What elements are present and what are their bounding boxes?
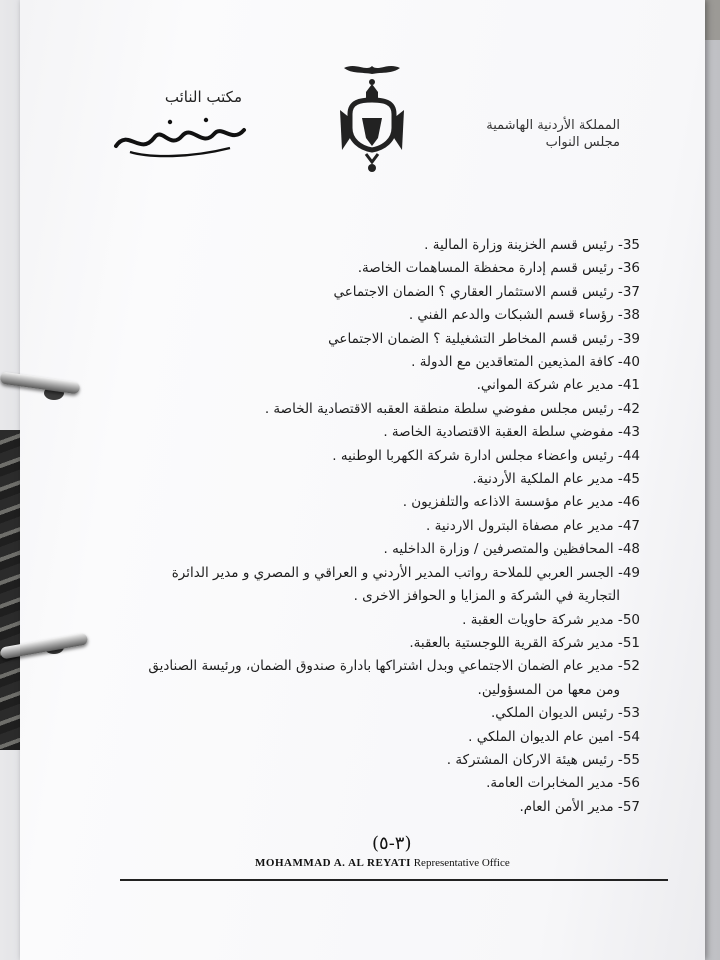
list-item-continuation: التجارية في الشركة و المزايا و الحوافز الاخرى . <box>353 588 620 605</box>
footer-suffix: Representative Office <box>413 857 510 869</box>
list-item: 36- رئيس قسم إدارة محفظة المساهمات الخاصة. <box>357 260 640 277</box>
list-item: 48- المحافظين والمتصرفين / وزارة الداخليه . <box>383 541 640 558</box>
list-item: 51- مدير شركة القرية اللوجستية بالعقبة. <box>409 634 640 651</box>
institution-block <box>470 118 620 150</box>
list-item-continuation: ومن معها من المسؤولين. <box>477 681 620 698</box>
list-item: 44- رئيس واعضاء مجلس ادارة شركة الكهربا الوطنيه . <box>332 447 640 464</box>
footer-rule <box>120 879 668 881</box>
list-item: 39- رئيس قسم المخاطر التشغيلية ؟ الضمان الاجتماعي <box>328 330 640 347</box>
list-item: 57- مدير الأمن العام. <box>519 798 640 815</box>
list-item: 35- رئيس قسم الخزينة وزارة المالية . <box>424 237 640 253</box>
council-name: مجلس النواب <box>545 135 620 150</box>
office-label: مكتب النائب <box>164 88 242 106</box>
footer-office <box>255 857 555 869</box>
list-item: 46- مدير عام مؤسسة الاذاعه والتلفزيون . <box>402 494 640 511</box>
list-item: 49- الجسر العربي للملاحة رواتب المدير الأردني و العراقي و المصري و مدير الدائرة <box>171 564 640 581</box>
list-item: 56- مدير المخابرات العامة. <box>486 775 640 792</box>
list-item: 50- مدير شركة حاويات العقبة . <box>462 611 640 628</box>
list-item: 41- مدير عام شركة المواني. <box>476 377 640 394</box>
list-item: 52- مدير عام الضمان الاجتماعي وبدل اشتراكها بادارة صندوق الضمان، ورئيسة الصناديق <box>148 658 640 675</box>
representative-signature <box>110 108 250 162</box>
list-item: 37- رئيس قسم الاستثمار العقاري ؟ الضمان الاجتماعي <box>333 283 640 300</box>
list-item: 47- مدير عام مصفاة البترول الاردنية . <box>426 517 640 534</box>
list-item: 38- رؤساء قسم الشبكات والدعم الفني . <box>408 307 640 324</box>
list-item: 54- امين عام الديوان الملكي . <box>468 728 640 745</box>
list-item: 43- مفوضي سلطة العقبة الاقتصادية الخاصة . <box>383 424 640 441</box>
institution-name: المملكة الأردنية الهاشمية <box>486 118 620 133</box>
list-item: 42- رئيس مجلس مفوضي سلطة منطقة العقبه الاقتصادية الخاصة . <box>264 400 640 417</box>
hashemite-emblem <box>336 58 408 178</box>
page-number: (٣-٥) <box>372 833 412 854</box>
list-item: 45- مدير عام الملكية الأردنية. <box>472 471 640 488</box>
list-item: 55- رئيس هيئة الاركان المشتركة . <box>446 751 640 768</box>
list-item: 53- رئيس الديوان الملكي. <box>491 705 640 722</box>
footer-name: MOHAMMAD A. AL REYATI <box>255 857 411 869</box>
positions-list <box>140 234 640 819</box>
list-item: 40- كافة المذيعين المتعاقدين مع الدولة . <box>411 354 640 371</box>
